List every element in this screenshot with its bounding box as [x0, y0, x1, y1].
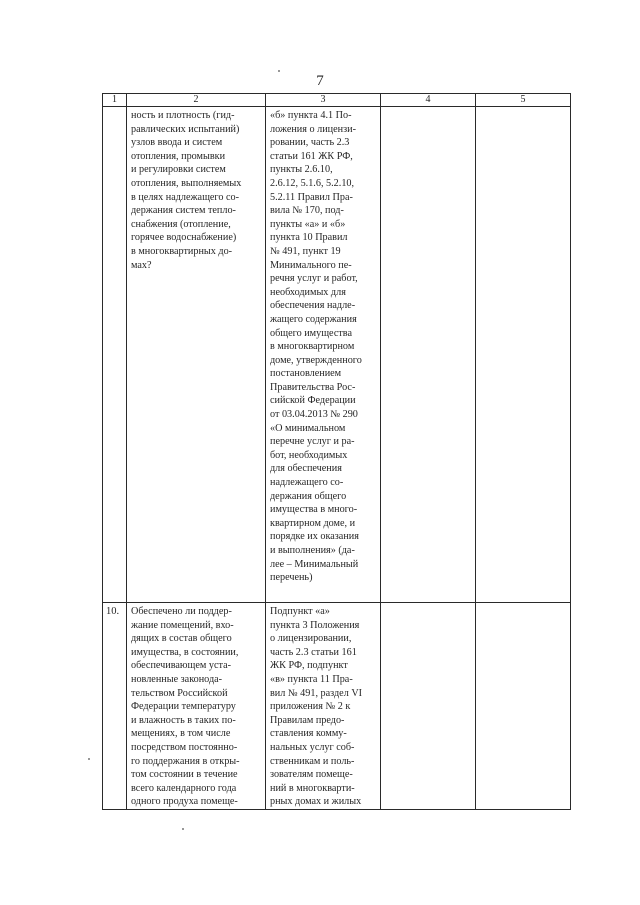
document-table	[102, 93, 571, 810]
header-cell-1: 1	[103, 94, 127, 107]
header-cell-5: 5	[476, 94, 571, 107]
table-row	[103, 603, 571, 810]
header-cell-3: 3	[266, 94, 381, 107]
requirements-text: Подпункт «а» пункта 3 Положения о лицензировании, часть 2.3 статьи 161 ЖК РФ, подпункт «в» пункта 11 Пра- вил № 491, раздел VI приложения № 2 к Правилам предо- ставления комму- нальных услуг соб- ственникам и поль- зователям помещe- ний в многокварти- рных домах и жилых	[270, 606, 363, 808]
question-cell	[127, 107, 266, 603]
note-cell	[476, 603, 571, 810]
col4-text	[381, 107, 475, 109]
header-cell-4: 4	[381, 94, 476, 107]
col5-text	[476, 107, 570, 109]
requirements-cell	[266, 603, 381, 810]
row-number	[103, 107, 126, 109]
requirements-text: «б» пункта 4.1 По- ложения о лицензи- ровании, часть 2.3 статьи 161 ЖК РФ, пункты 2.6.10, 2.6.12, 5.1.6, 5.2.10, 5.2.11 Правил Пра- вила № 170, под- пункты «а» и «б» пункта 10 Правил № 491, пункт 19 Минимального пе- речня услуг и работ, необходимых для обеспечения надле- жащего содержания общего имущества в многоквартирном доме, утвержденного постановлением Правительства Рос- сийской Федерации от 03.04.2013 № 290 «О минимальном перечне услуг и ра- бот, необходимых для обеспечения надлежащего со- держания общего имущества в много- квартирном доме, и порядке их оказания и выполнения» (да- лее – Минимальный перечень)	[270, 110, 362, 584]
scan-speck	[278, 70, 280, 72]
table-row	[103, 107, 571, 603]
question-cell	[127, 603, 266, 810]
row-number-cell	[103, 107, 127, 603]
header-cell-2: 2	[127, 94, 266, 107]
scan-speck	[182, 828, 184, 830]
row-number-cell	[103, 603, 127, 810]
col5-text	[476, 603, 570, 605]
question-text: Обеспечено ли поддер- жание помещений, вхо- дящих в состав общего имущества, в состоянии, обеспечивающем уста- новленные законода- тельством Российской Федерации температуру и влажность в таких по- мещениях, в том числе посредством постоянно- го поддержания в откры- том состоянии в течение всего календарного года одного продуха помеще-	[131, 606, 240, 808]
col4-text	[381, 603, 475, 605]
answer-cell	[381, 107, 476, 603]
requirements-cell	[266, 107, 381, 603]
question-text: ность и плотность (гид- равлических испытаний) узлов ввода и систем отопления, промывки и регулировки систем отопления, выполняемых в целях надлежащего со- держания систем тепло- снабжения (отопление, горячее водоснабжение) в многоквартирных до- мах?	[131, 110, 242, 271]
page-number: 7	[316, 73, 324, 89]
note-cell	[476, 107, 571, 603]
table-header-row	[103, 94, 571, 107]
scan-speck	[88, 758, 90, 760]
answer-cell	[381, 603, 476, 810]
row-number: 10.	[106, 606, 120, 617]
